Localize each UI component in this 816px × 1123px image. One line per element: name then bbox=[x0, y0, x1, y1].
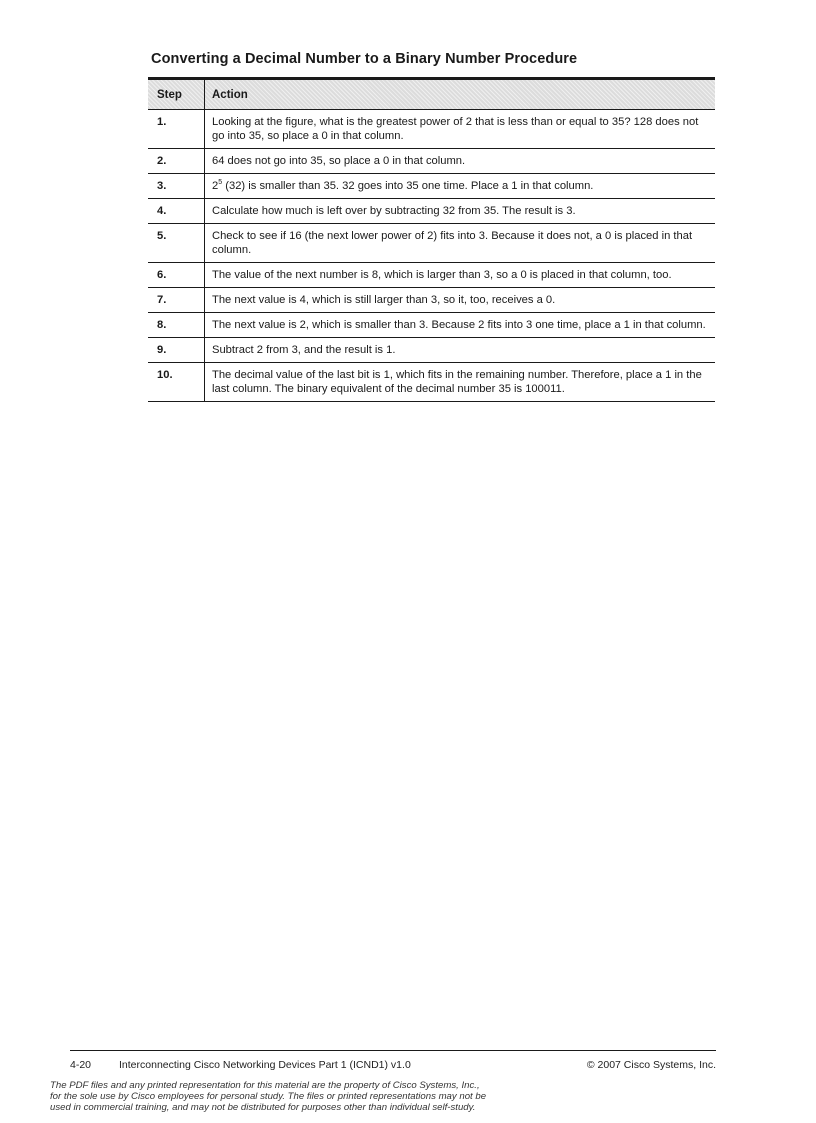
step-action: Looking at the figure, what is the greatest power of 2 that is less than or equal to 35? 128 does not go into 35, so place a 0 in that column. bbox=[205, 110, 716, 149]
step-action: The next value is 2, which is smaller than 3. Because 2 fits into 3 one time, place a 1 in that column. bbox=[205, 313, 716, 338]
disclaimer bbox=[50, 1080, 610, 1113]
table-row bbox=[148, 313, 715, 338]
step-action: The decimal value of the last bit is 1, which fits in the remaining number. Therefore, place a 1 in the last column. The binary equivalent of the decimal number 35 is 100011. bbox=[205, 363, 716, 402]
step-number: 7. bbox=[148, 288, 205, 313]
page-title: Converting a Decimal Number to a Binary Number Procedure bbox=[151, 51, 578, 67]
footer-page-number: 4-20 bbox=[70, 1059, 92, 1071]
step-action: 64 does not go into 35, so place a 0 in that column. bbox=[205, 149, 716, 174]
power-exponent: 5 bbox=[218, 179, 223, 186]
step-number: 10. bbox=[148, 363, 205, 402]
disclaimer-line: The PDF files and any printed representation for this material are the property of Cisco Systems, Inc., bbox=[50, 1080, 480, 1091]
table-row bbox=[148, 174, 715, 199]
step-number: 1. bbox=[148, 110, 205, 149]
step-number: 2. bbox=[148, 149, 205, 174]
footer-divider bbox=[70, 1050, 716, 1051]
power-base: 2 bbox=[212, 180, 219, 192]
step-action bbox=[205, 174, 716, 199]
procedure-table bbox=[148, 77, 715, 402]
table-header-row bbox=[148, 79, 715, 110]
disclaimer-line: for the sole use by Cisco employees for personal study. The files or printed representations may not be bbox=[50, 1091, 487, 1102]
footer-course-title: Interconnecting Cisco Networking Devices Part 1 (ICND1) v1.0 bbox=[119, 1059, 411, 1071]
step-number: 8. bbox=[148, 313, 205, 338]
step-number: 3. bbox=[148, 174, 205, 199]
footer-copyright: © 2007 Cisco Systems, Inc. bbox=[586, 1059, 716, 1071]
step-action-text: (32) is smaller than 35. 32 goes into 35 one time. Place a 1 in that column. bbox=[222, 180, 594, 192]
step-action: Check to see if 16 (the next lower power of 2) fits into 3. Because it does not, a 0 is placed in that column. bbox=[205, 224, 716, 263]
step-action: Calculate how much is left over by subtracting 32 from 35. The result is 3. bbox=[205, 199, 716, 224]
step-action: Subtract 2 from 3, and the result is 1. bbox=[205, 338, 716, 363]
step-action: The next value is 4, which is still larger than 3, so it, too, receives a 0. bbox=[205, 288, 716, 313]
step-number: 4. bbox=[148, 199, 205, 224]
table-row bbox=[148, 263, 715, 288]
column-header-action: Action bbox=[205, 79, 716, 110]
step-number: 9. bbox=[148, 338, 205, 363]
step-action: The value of the next number is 8, which is larger than 3, so a 0 is placed in that column, too. bbox=[205, 263, 716, 288]
table-row bbox=[148, 288, 715, 313]
table-row bbox=[148, 199, 715, 224]
table-row bbox=[148, 338, 715, 363]
disclaimer-line: used in commercial training, and may not be distributed for purposes other than individual self-study. bbox=[50, 1102, 476, 1113]
table-row bbox=[148, 110, 715, 149]
step-number: 6. bbox=[148, 263, 205, 288]
table-row bbox=[148, 363, 715, 402]
table-row bbox=[148, 149, 715, 174]
column-header-step: Step bbox=[148, 79, 205, 110]
step-number: 5. bbox=[148, 224, 205, 263]
table-row bbox=[148, 224, 715, 263]
